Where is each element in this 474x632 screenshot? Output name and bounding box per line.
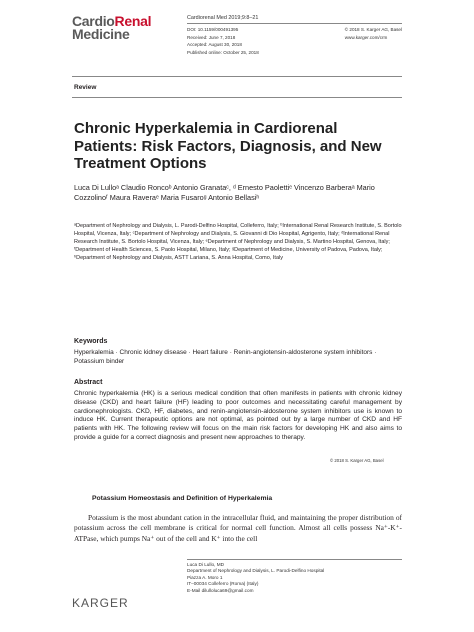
body-paragraph-text: Potassium is the most abundant cation in the intracellular fluid, and maintaining the proper distribution of potassium across the cell membrane is critical for normal cell function. Almost all cells possess Na⁺-K⁺-ATPase, which pumps Na⁺ out of the cell and K⁺ into the cell: [74, 513, 402, 543]
published-date: Published online: October 25, 2018: [187, 49, 259, 55]
article-metadata: [187, 15, 402, 56]
keywords-heading: Keywords: [74, 338, 108, 345]
accepted-date: Accepted: August 30, 2018: [187, 42, 242, 48]
divider: [187, 559, 402, 560]
article-title: Chronic Hyperkalemia in Cardiorenal Patients: Risk Factors, Diagnosis, and New Treatment Options: [74, 120, 382, 172]
body-paragraph: [74, 513, 402, 544]
journal-logo: [72, 15, 151, 41]
logo-cardio: Cardio: [72, 13, 115, 29]
logo-renal: Renal: [114, 13, 152, 29]
correspondence: [187, 562, 402, 594]
corr-dept: Department of Nephrology and Dialysis, L. Parodi-Delfino Hospital: [187, 568, 325, 574]
journal-url[interactable]: www.karger.com/crm: [344, 34, 388, 40]
affiliations: ᵃDepartment of Nephrology and Dialysis, L. Parodi-Delfino Hospital, Colleferro, Italy; ᵇInternational Renal Research Institute, S. Bortolo Hospital, Vicenza, Italy; ᶜDepartment of Nephrology and Dialysis, S. Giovanni di Dio Hospital, Agrigento, Italy; ᵈInternational Renal Research Institute, S. Bortolo Hospital, Vicenza, Italy; ᵉDepartment of Nephrology and Dialysis, S. Martino Hospital, Genova, Italy; ᶠDepartment of Health Sciences, S. Paolo Hospital, Milano, Italy; ᵍDepartment of Medicine, University of Padova, Padova, Italy; ʰDepartment of Nephrology and Dialysis, ASTT Lariana, S. Anna Hospital, Como, Italy: [74, 223, 402, 262]
corr-city: IT–00034 Colleferro (Roma) (Italy): [187, 581, 259, 587]
divider: [72, 76, 402, 77]
divider: [72, 97, 402, 98]
doi[interactable]: DOI: 10.1159/000491395: [187, 27, 239, 33]
logo-medicine: Medicine: [72, 26, 130, 42]
corr-email[interactable]: E-Mail dilulloluca69@gmail.com: [187, 587, 254, 593]
section-label: Review: [74, 84, 97, 91]
abstract-copyright: © 2018 S. Karger AG, Basel: [330, 458, 384, 463]
corr-name: Luca Di Lullo, MD: [187, 562, 224, 567]
keywords: Hyperkalemia · Chronic kidney disease · Heart failure · Renin-angiotensin-aldosterone system inhibitors · Potassium binder: [74, 349, 377, 365]
publisher-logo: KARGER: [72, 596, 129, 610]
body-section-heading: Potassium Homeostasis and Definition of Hyperkalemia: [92, 495, 273, 502]
corr-street: Piazza A. Moro 1: [187, 574, 223, 580]
received-date: Received: June 7, 2018: [187, 34, 236, 40]
journal-citation: Cardiorenal Med 2019;9:8–21: [187, 15, 402, 24]
copyright-header: © 2018 S. Karger AG, Basel: [344, 27, 402, 33]
abstract-text: Chronic hyperkalemia (HK) is a serious medical condition that often manifests in patients with chronic kidney disease (CKD) and heart failure (HF) leading to poor outcomes and necessitating careful management by cardionephrologists. CKD, HF, diabetes, and renin-angiotensin-aldosterone system inhibitors use is known to induce HK. Current therapeutic options are not optimal, as pointed out by a large number of CKD and HF patients with HK. The following review will focus on the main risk factors for developing HK and also aims to provide a guide for a correct diagnosis and present new approaches to therapy.: [74, 390, 402, 441]
abstract-heading: Abstract: [74, 379, 103, 386]
author-list: Luca Di Lulloᵃ Claudio Roncoᵇ Antonio Granataᶜ, ᵈ Ernesto Paolettiᵉ Vincenzo Barberaᵃ Mario Cozzolinoᶠ Maura Raveraᵉ Maria Fusaroᵍ Antonio Bellasiʰ: [74, 183, 375, 203]
